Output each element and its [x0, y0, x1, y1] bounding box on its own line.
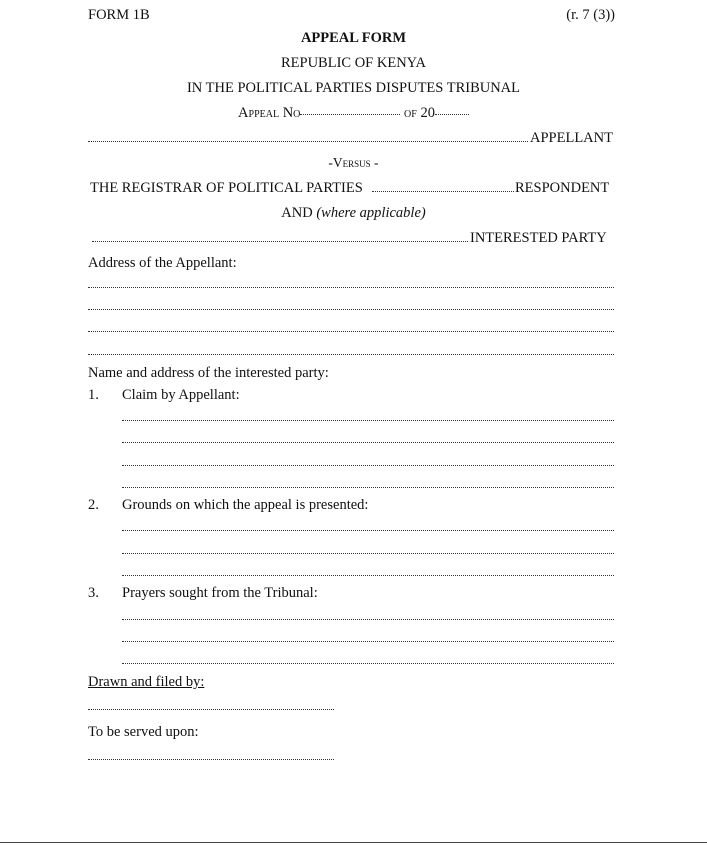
appeal-number-line	[0, 106, 707, 121]
section-3-label: Prayers sought from the Tribunal:	[122, 585, 318, 601]
address-appellant-line-3[interactable]	[88, 331, 614, 332]
claim-line-3[interactable]	[122, 465, 614, 466]
served-upon-field[interactable]	[88, 759, 334, 760]
form-number: FORM 1B	[88, 7, 150, 23]
prayers-line-1[interactable]	[122, 619, 614, 620]
respondent-label: RESPONDENT	[515, 180, 610, 196]
tribunal-heading: IN THE POLITICAL PARTIES DISPUTES TRIBUNAL	[186, 80, 521, 96]
respondent-dots	[372, 191, 514, 192]
interested-party-label: INTERESTED PARTY	[470, 230, 607, 246]
address-appellant-line-2[interactable]	[88, 309, 614, 310]
served-upon-label: To be served upon:	[88, 724, 199, 740]
respondent-name: THE REGISTRAR OF POLITICAL PARTIES	[90, 180, 363, 196]
republic-heading: REPUBLIC OF KENYA	[280, 55, 426, 71]
section-2-label: Grounds on which the appeal is presented:	[122, 497, 369, 513]
where-applicable-text: (where applicable)	[316, 205, 426, 221]
appeal-year-field[interactable]	[435, 114, 469, 115]
prayers-line-3[interactable]	[122, 663, 614, 664]
section-3-number: 3.	[88, 585, 99, 601]
form-title: APPEAL FORM	[300, 30, 407, 46]
prayers-line-2[interactable]	[122, 641, 614, 642]
claim-line-4[interactable]	[122, 487, 614, 488]
drawn-filed-label: Drawn and filed by:	[88, 674, 205, 690]
claim-line-1[interactable]	[122, 420, 614, 421]
grounds-line-3[interactable]	[122, 575, 614, 576]
appellant-name-field[interactable]	[88, 141, 528, 142]
section-1-label: Claim by Appellant:	[122, 387, 240, 403]
interested-party-name-field[interactable]	[92, 241, 468, 242]
appellant-label: APPELLANT	[530, 130, 613, 146]
interested-party-address-label: Name and address of the interested party:	[88, 365, 329, 381]
rule-reference: (r. 7 (3))	[566, 7, 615, 23]
address-appellant-label: Address of the Appellant:	[88, 255, 237, 271]
grounds-line-2[interactable]	[122, 553, 614, 554]
and-text: AND	[281, 205, 313, 221]
appeal-no-field[interactable]	[300, 114, 400, 115]
claim-line-2[interactable]	[122, 442, 614, 443]
and-where-applicable	[0, 206, 707, 221]
page-bottom-rule	[0, 842, 707, 843]
address-appellant-line-4[interactable]	[88, 354, 614, 355]
grounds-line-1[interactable]	[122, 530, 614, 531]
section-1-number: 1.	[88, 387, 99, 403]
section-2-number: 2.	[88, 497, 99, 513]
versus-label: -Versus -	[328, 155, 379, 170]
address-appellant-line-1[interactable]	[88, 287, 614, 288]
drawn-filed-field[interactable]	[88, 709, 334, 710]
appeal-no-label: Appeal No	[238, 105, 301, 121]
appeal-year-label: of 20	[404, 105, 435, 121]
